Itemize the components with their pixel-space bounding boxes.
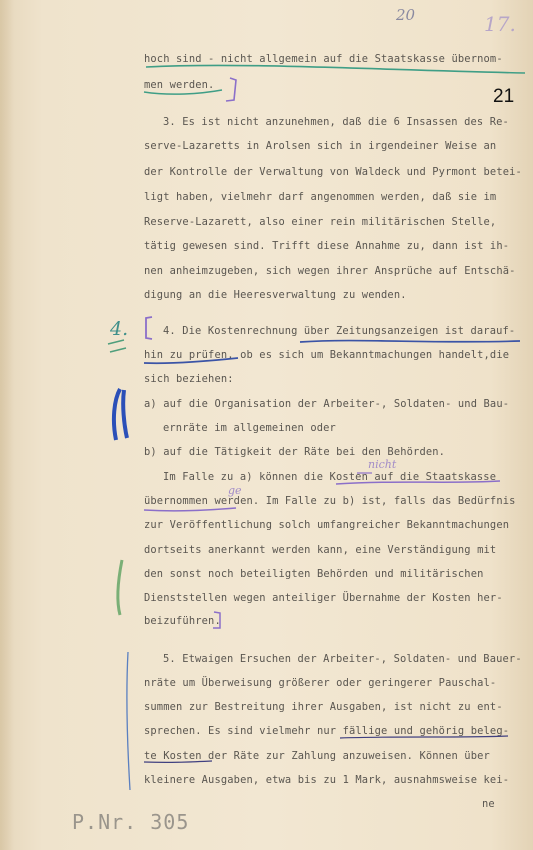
text-line: summen zur Bestreitung ihrer Ausgaben, ist nicht zu ent- (144, 701, 503, 713)
text-line: kleinere Ausgaben, etwa bis zu 1 Mark, ausnahmsweise kei- (144, 774, 510, 786)
blue-underline (300, 341, 520, 342)
archive-stamp: P.Nr. 305 (72, 810, 190, 834)
green-underline (146, 65, 525, 73)
text-line: men werden. (144, 79, 215, 91)
text-line: dortseits anerkannt werden kann, eine Verständigung mit (144, 544, 497, 556)
text-line: Dienststellen wegen anteiliger Übernahme der Kosten her- (144, 592, 503, 604)
text-line: sprechen. Es sind vielmehr nur fällige und gehörig beleg- (144, 725, 510, 737)
text-line: übernommen werden. Im Falle zu b) ist, falls das Bedürfnis (144, 495, 516, 507)
text-line: nen anheimzugeben, sich wegen ihrer Ansprüche auf Entschä- (144, 265, 516, 277)
text-line: Im Falle zu a) können die Kosten auf die Staatskasse (163, 471, 497, 483)
text-line: a) auf die Organisation der Arbeiter-, Soldaten- und Bau- (144, 398, 510, 410)
text-line: ligt haben, vielmehr darf angenommen werden, daß sie im (144, 191, 497, 203)
green-tick (108, 340, 126, 352)
margin-item-mark: 4. (110, 318, 129, 340)
text-line: der Kontrolle der Verwaltung von Waldeck und Pyrmont betei- (144, 166, 522, 178)
text-line: nräte um Überweisung größerer oder geringerer Pauschal- (144, 677, 497, 689)
text-line: beizuführen. (144, 615, 221, 627)
green-margin-bar (118, 560, 122, 615)
text-line: tätig gewesen sind. Trifft diese Annahme zu, dann ist ih- (144, 240, 510, 252)
stamped-page-number: 21 (493, 86, 515, 107)
text-line: hoch sind - nicht allgemein auf die Staatskasse übernom- (144, 53, 503, 65)
text-line: Reserve-Lazarett, also einer rein militärischen Stelle, (144, 216, 497, 228)
pencil-folio-right: 17. (484, 12, 516, 36)
purple-underline (144, 508, 236, 511)
pencil-folio-top: 20 (396, 6, 416, 24)
text-line: ne (482, 798, 495, 810)
purple-bracket (226, 78, 236, 101)
text-line: te Kosten der Räte zur Zahlung anzuweisen. Können über (144, 750, 490, 762)
handwritten-insertion: ge (228, 484, 242, 497)
text-line: ernräte im allgemeinen oder (163, 422, 336, 434)
text-line: hin zu prüfen, ob es sich um Bekanntmachungen handelt,die (144, 349, 510, 361)
text-line: 4. Die Kostenrechnung über Zeitungsanzeigen ist darauf- (163, 325, 516, 337)
text-line: digung an die Heeresverwaltung zu wenden. (144, 289, 407, 301)
text-line: serve-Lazaretts in Arolsen sich in irgendeiner Weise an (144, 140, 497, 152)
handwritten-insertion: nicht (368, 458, 397, 471)
text-line: 5. Etwaigen Ersuchen der Arbeiter-, Soldaten- und Bauer- (163, 653, 522, 665)
text-line: 3. Es ist nicht anzunehmen, daß die 6 Insassen des Re- (163, 116, 509, 128)
text-line: b) auf die Tätigkeit der Räte bei den Behörden. (144, 446, 446, 458)
text-line: zur Veröffentlichung solch umfangreicher Bekanntmachungen (144, 519, 510, 531)
text-line: sich beziehen: (144, 373, 234, 385)
blue-margin-line (127, 652, 130, 790)
text-line: den sonst noch beteiligten Behörden und militärischen (144, 568, 484, 580)
blue-margin-bar (114, 389, 127, 440)
purple-bracket (146, 317, 152, 339)
